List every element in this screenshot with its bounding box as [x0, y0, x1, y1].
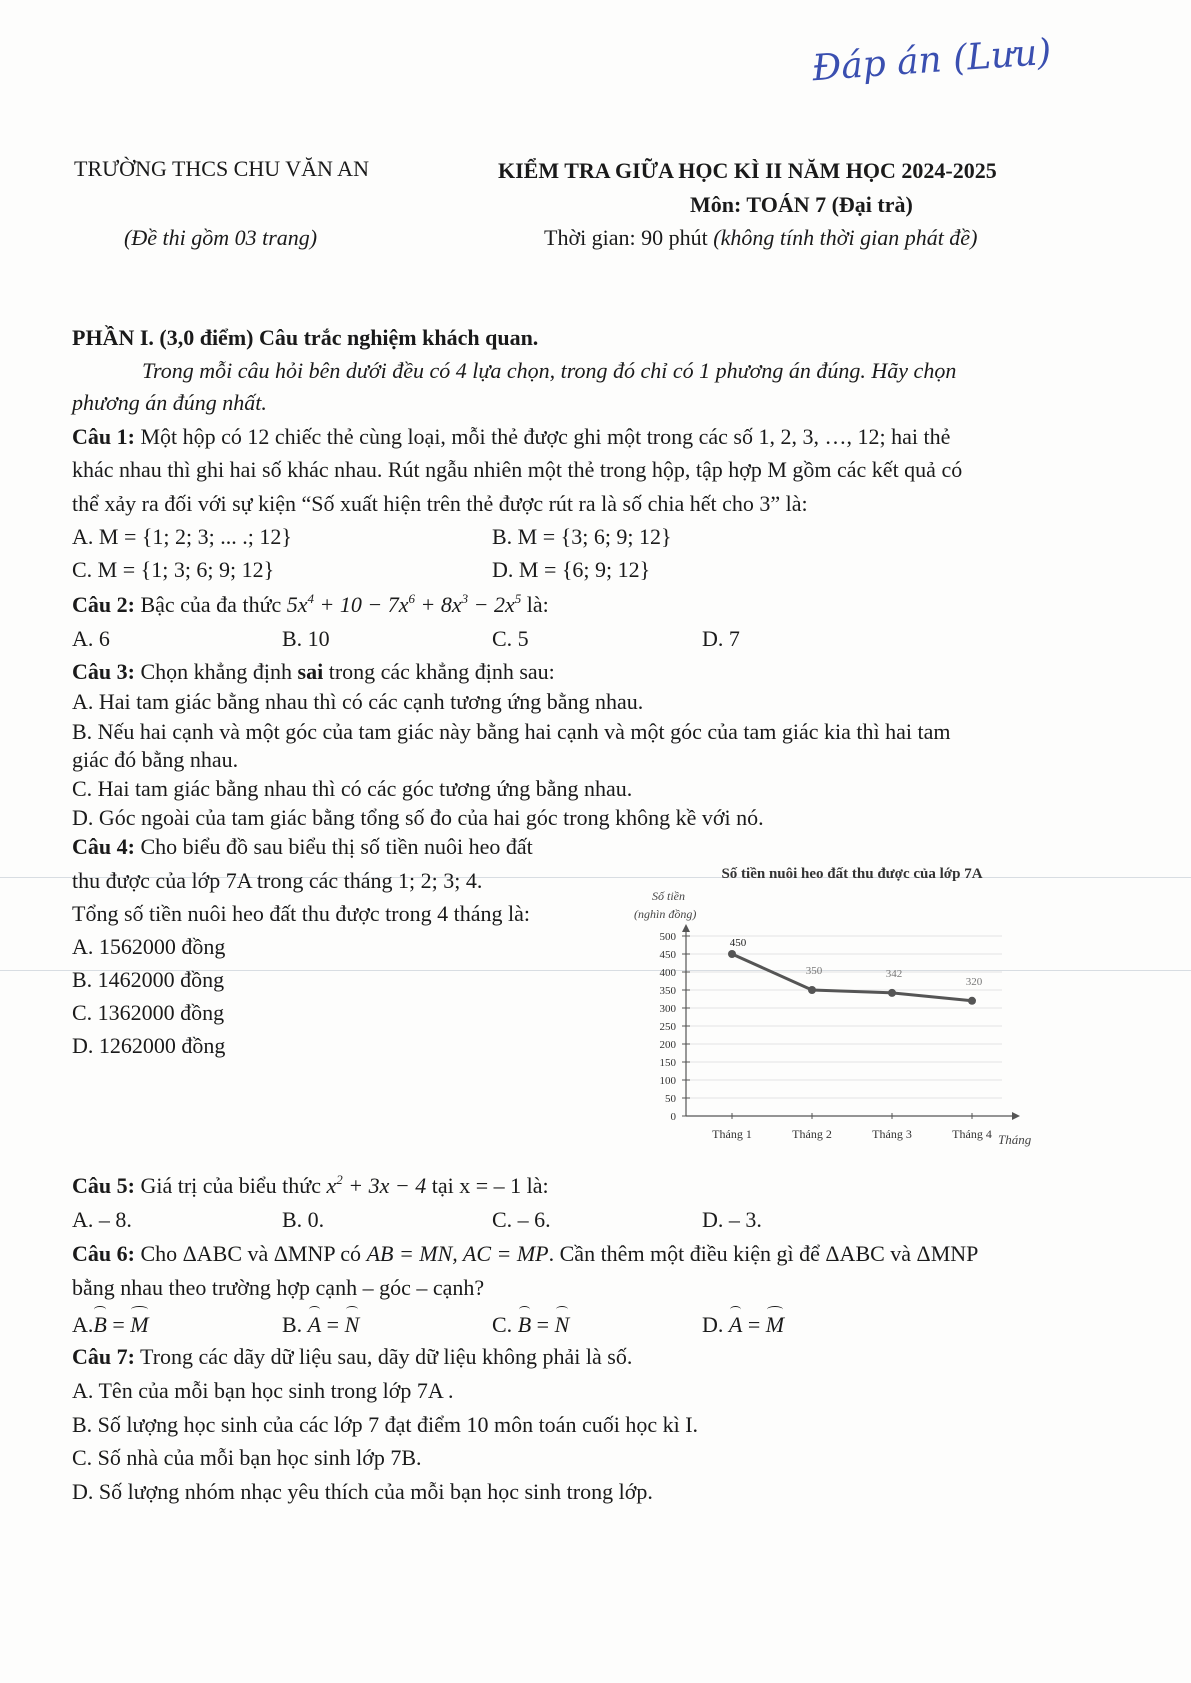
- q6-option-a: A.B = M: [72, 1310, 149, 1340]
- data-point: [808, 986, 816, 994]
- data-label: 350: [805, 965, 823, 977]
- q7-option-d: D. Số lượng nhóm nhạc yêu thích của mỗi bạn học sinh trong lớp.: [72, 1479, 653, 1504]
- q6-text-cont: bằng nhau theo trường hợp cạnh – góc – cạnh?: [72, 1275, 485, 1300]
- data-label: 450: [729, 937, 747, 949]
- data-point: [728, 950, 736, 958]
- handwritten-note: Đáp án (Lưu): [810, 31, 1053, 90]
- q2-option-c: C. 5: [492, 626, 529, 651]
- q2-option-d: D. 7: [702, 626, 740, 651]
- q6-option-b: B. A = N: [282, 1310, 359, 1340]
- exam-time: Thời gian: 90 phút (không tính thời gian phát đề): [544, 225, 978, 250]
- y-tick-label: 300: [659, 1003, 676, 1015]
- q1-option-c: C. M = {1; 3; 6; 9; 12}: [72, 557, 275, 582]
- part1-instruction-cont: phương án đúng nhất.: [72, 390, 267, 415]
- q1-option-d: D. M = {6; 9; 12}: [492, 557, 651, 582]
- q3-option-b: B. Nếu hai cạnh và một góc của tam giác này bằng hai cạnh và một góc của tam giác kia thì hai tam: [72, 719, 951, 744]
- data-point: [968, 997, 976, 1005]
- q1-text-cont: khác nhau thì ghi hai số khác nhau. Rút ngẫu nhiên một thẻ trong hộp, tập hợp M gồm các kết quả có: [72, 457, 963, 482]
- x-tick-label: Tháng 2: [792, 1127, 832, 1141]
- series-line: [732, 954, 972, 1001]
- q1-option-b: B. M = {3; 6; 9; 12}: [492, 524, 672, 549]
- x-axis-label: Tháng: [998, 1132, 1032, 1147]
- q5-option-a: A. – 8.: [72, 1207, 132, 1232]
- q1-text-cont: thể xảy ra đối với sự kiện “Số xuất hiện trên thẻ được rút ra là số chia hết cho 3” là:: [72, 491, 808, 516]
- exam-subject: Môn: TOÁN 7 (Đại trà): [690, 192, 913, 217]
- exam-title: KIỂM TRA GIỮA HỌC KÌ II NĂM HỌC 2024-2025: [498, 158, 997, 183]
- school-name: TRƯỜNG THCS CHU VĂN AN: [74, 156, 369, 181]
- q1-text: Câu 1: Một hộp có 12 chiếc thẻ cùng loại, mỗi thẻ được ghi một trong các số 1, 2, 3, …, 12; hai thẻ: [72, 424, 951, 449]
- q1-option-a: A. M = {1; 2; 3; ... .; 12}: [72, 524, 292, 549]
- x-tick-label: Tháng 1: [712, 1127, 752, 1141]
- q3-option-a: A. Hai tam giác bằng nhau thì có các cạnh tương ứng bằng nhau.: [72, 689, 644, 714]
- q4-option-a: A. 1562000 đồng: [72, 934, 226, 959]
- y-tick-label: 400: [659, 967, 676, 979]
- q4-option-c: C. 1362000 đồng: [72, 1000, 225, 1025]
- q5-option-b: B. 0.: [282, 1207, 325, 1232]
- q5-text: Câu 5: Giá trị của biểu thức $x^2 + 3x - 4$ tại x = – 1 là:: [72, 1172, 549, 1198]
- y-tick-label: 200: [659, 1039, 676, 1051]
- q5-option-d: D. – 3.: [702, 1207, 762, 1232]
- pages-note: (Đề thi gồm 03 trang): [124, 225, 318, 250]
- q4-text: Câu 4: Cho biểu đồ sau biểu thị số tiền nuôi heo đất: [72, 834, 533, 859]
- y-axis-label: (nghìn đồng): [634, 907, 697, 921]
- x-axis-arrow: [1012, 1112, 1020, 1120]
- q2-polynomial: $5x^4 + 10 - 7x^6 + 8x^3 - 2x^5$: [286, 591, 522, 617]
- q3-option-d: D. Góc ngoài của tam giác bằng tổng số đo của hai góc trong không kề với nó.: [72, 805, 764, 830]
- q2-option-a: A. 6: [72, 626, 110, 651]
- q7-option-a: A. Tên của mỗi bạn học sinh trong lớp 7A .: [72, 1378, 454, 1403]
- q2-option-b: B. 10: [282, 626, 330, 651]
- part1-title: PHẦN I. (3,0 điểm) Câu trắc nghiệm khách quan.: [72, 325, 539, 350]
- q4-option-d: D. 1262000 đồng: [72, 1033, 226, 1058]
- q2-text: Câu 2: Bậc của đa thức $5x^4 + 10 - 7x^6 + 8x^3 - 2x^5$ là:: [72, 591, 549, 617]
- y-tick-label: 250: [659, 1021, 676, 1033]
- q7-option-b: B. Số lượng học sinh của các lớp 7 đạt điểm 10 môn toán cuối học kì I.: [72, 1412, 699, 1437]
- q3-text: Câu 3: Chọn khẳng định sai trong các khẳng định sau:: [72, 659, 555, 684]
- q4-text-cont: Tổng số tiền nuôi heo đất thu được trong 4 tháng là:: [72, 901, 530, 926]
- x-tick-label: Tháng 3: [872, 1127, 912, 1141]
- y-axis-arrow: [682, 924, 690, 932]
- q3-option-b-cont: giác đó bằng nhau.: [72, 747, 239, 772]
- y-tick-label: 0: [670, 1111, 676, 1123]
- data-label: 342: [885, 967, 903, 980]
- y-tick-label: 150: [659, 1057, 676, 1069]
- x-tick-label: Tháng 4: [952, 1127, 992, 1141]
- q6-text: Câu 6: Cho ΔABC và ΔMNP có AB = MN, AC = MP. Cần thêm một điều kiện gì để ΔABC và ΔMNP: [72, 1241, 979, 1266]
- part1-instruction: Trong mỗi câu hỏi bên dưới đều có 4 lựa chọn, trong đó chỉ có 1 phương án đúng. Hãy chọn: [142, 358, 957, 383]
- q4-option-b: B. 1462000 đồng: [72, 967, 225, 992]
- q7-option-c: C. Số nhà của mỗi bạn học sinh lớp 7B.: [72, 1445, 422, 1470]
- y-tick-label: 350: [659, 985, 676, 997]
- money-line-chart: [622, 852, 1042, 1152]
- y-tick-label: 100: [659, 1075, 676, 1087]
- y-axis-label: Số tiền: [652, 889, 685, 903]
- q6-option-c: C. B = N: [492, 1310, 569, 1340]
- q3-option-c: C. Hai tam giác bằng nhau thì có các góc tương ứng bằng nhau.: [72, 776, 633, 801]
- y-tick-label: 50: [665, 1093, 676, 1105]
- chart-title: Số tiền nuôi heo đất thu được của lớp 7A: [721, 866, 983, 882]
- y-tick-label: 500: [659, 931, 676, 943]
- q4-text-cont: thu được của lớp 7A trong các tháng 1; 2; 3; 4.: [72, 868, 483, 893]
- data-point: [888, 989, 896, 997]
- q5-option-c: C. – 6.: [492, 1207, 551, 1232]
- q6-option-d: D. A = M: [702, 1310, 784, 1340]
- y-tick-label: 450: [659, 949, 676, 961]
- q7-text: Câu 7: Trong các dãy dữ liệu sau, dãy dữ liệu không phải là số.: [72, 1344, 633, 1369]
- q5-expression: $x^2 + 3x - 4$: [326, 1172, 427, 1198]
- data-label: 320: [965, 975, 983, 988]
